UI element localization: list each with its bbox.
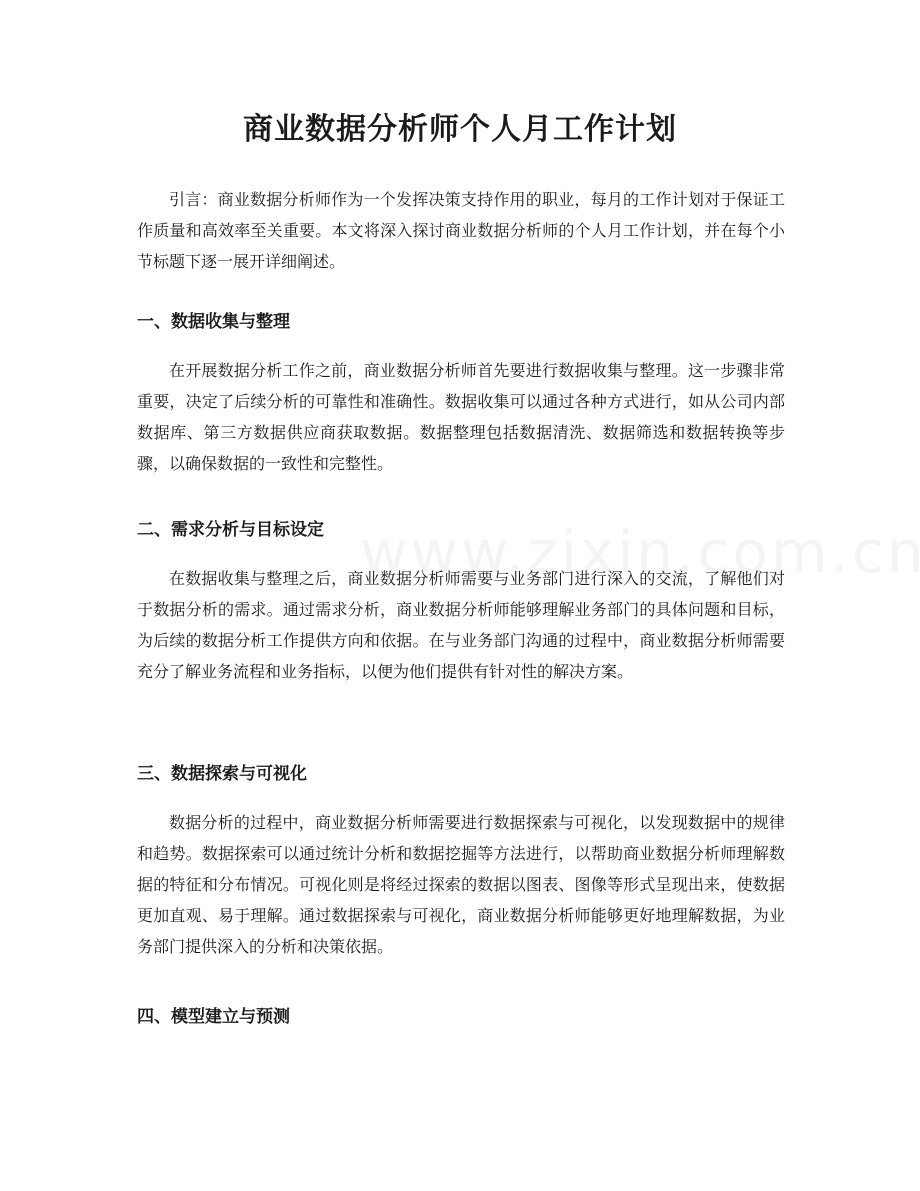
section-heading-4: 四、模型建立与预测 xyxy=(137,1007,290,1027)
intro-paragraph: 引言：商业数据分析师作为一个发挥决策支持作用的职业，每月的工作计划对于保证工作质量和高效率至关重要。本文将深入探讨商业数据分析师的个人月工作计划，并在每个小节标题下逐一展开详细阐述。 xyxy=(137,190,785,271)
section-heading-3: 三、数据探索与可视化 xyxy=(137,764,307,784)
section-body-2: 在数据收集与整理之后，商业数据分析师需要与业务部门进行深入的交流，了解他们对于数据分析的需求。通过需求分析，商业数据分析师能够理解业务部门的具体问题和目标，为后续的数据分析工作提供方向和依据。在与业务部门沟通的过程中，商业数据分析师需要充分了解业务流程和业务指标，以便为他们提供有针对性的解决方案。 xyxy=(137,569,785,681)
section-heading-1: 一、数据收集与整理 xyxy=(137,312,290,332)
section-body-3: 数据分析的过程中，商业数据分析师需要进行数据探索与可视化，以发现数据中的规律和趋势。数据探索可以通过统计分析和数据挖掘等方法进行，以帮助商业数据分析师理解数据的特征和分布情况。可视化则是将经过探索的数据以图表、图像等形式呈现出来，使数据更加直观、易于理解。通过数据探索与可视化，商业数据分析师能够更好地理解数据，为业务部门提供深入的分析和决策依据。 xyxy=(137,813,785,956)
document-title: 商业数据分析师个人月工作计划 xyxy=(243,112,677,147)
section-heading-2: 二、需求分析与目标设定 xyxy=(137,520,324,540)
section-body-1: 在开展数据分析工作之前，商业数据分析师首先要进行数据收集与整理。这一步骤非常重要，决定了后续分析的可靠性和准确性。数据收集可以通过各种方式进行，如从公司内部数据库、第三方数据供应商获取数据。数据整理包括数据清洗、数据筛选和数据转换等步骤，以确保数据的一致性和完整性。 xyxy=(137,361,785,473)
